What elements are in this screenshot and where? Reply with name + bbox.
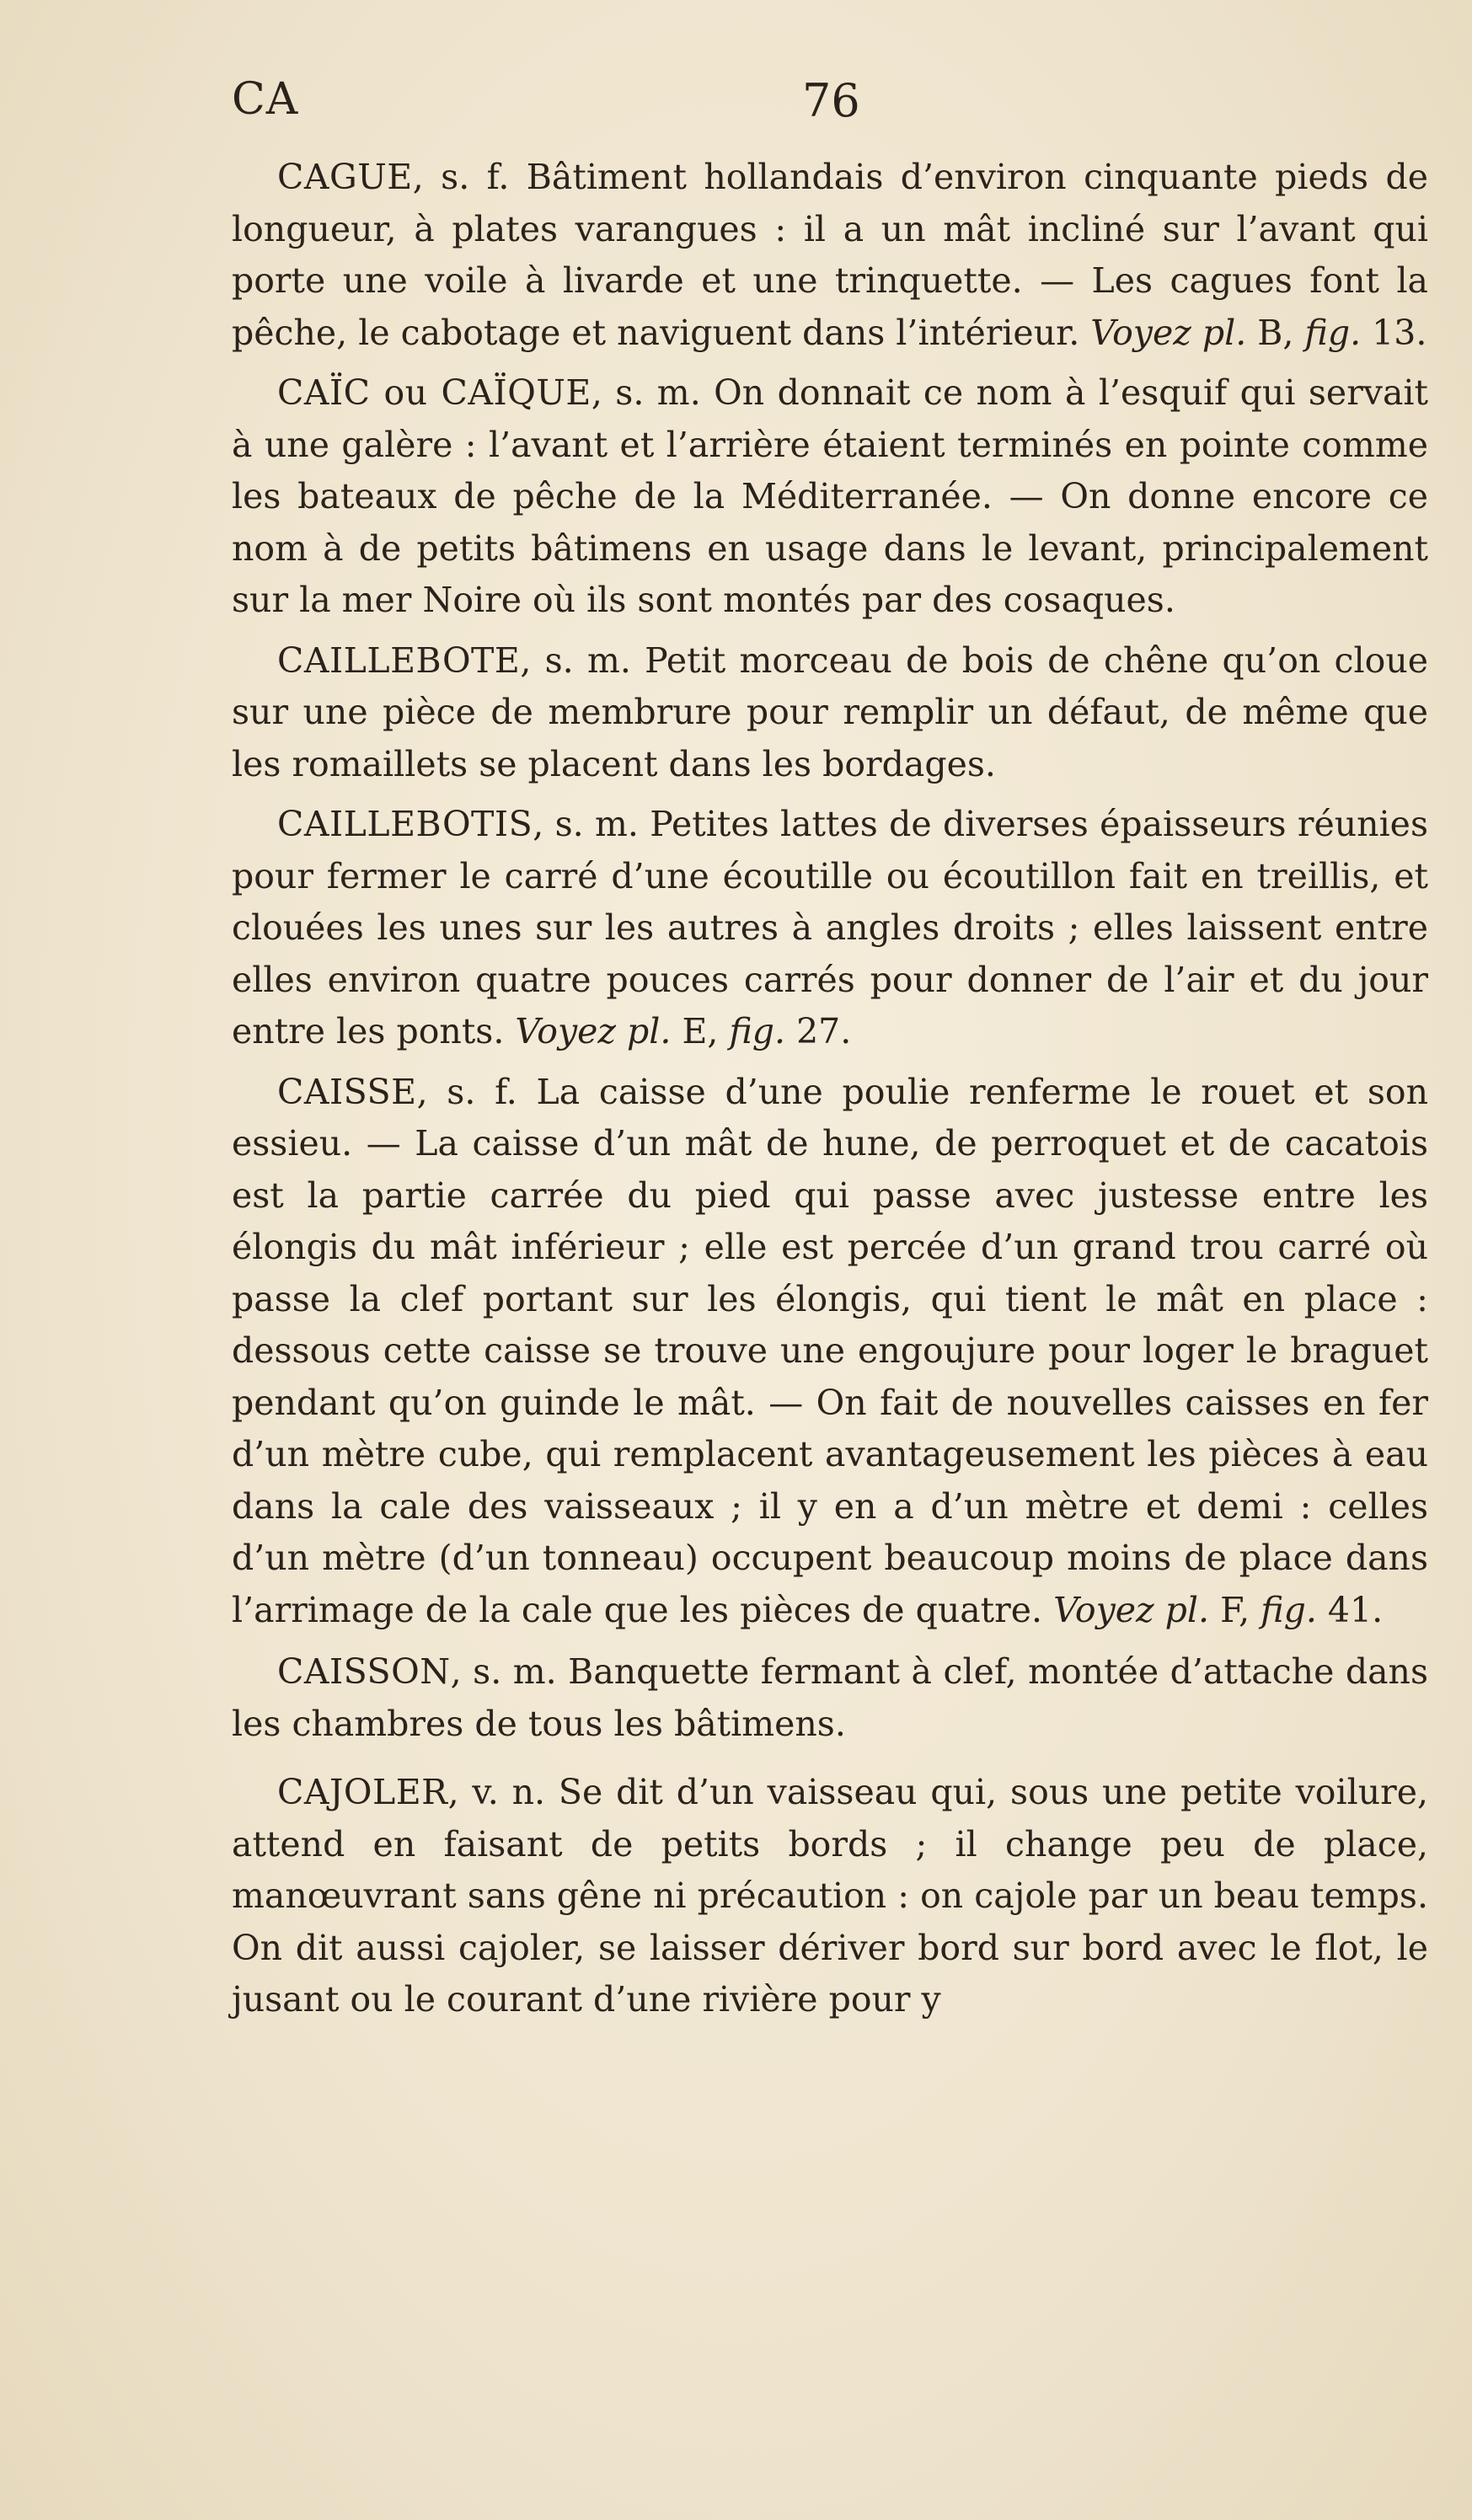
definition: Bâtiment hollandais d’environ cinquante pieds de longueur, à plates varangues : il a un mât incliné sur l’avant qui porte une voile à livarde et une trinquette. — Les cagues font la pêche, le cabotage et naviguent dans l’intérieur. bbox=[232, 157, 1428, 353]
definition: La caisse d’une poulie renferme le rouet et son essieu. — La caisse d’un mât de hune, de perroquet et de cacatois est la partie carrée du pied qui passe avec justesse entre les élongis du mât inférieur ; elle est percée d’un grand trou carré où passe la clef portant sur les élongis, qui tient le mât en place : dessous cette caisse se trouve une engoujure pour loger le braguet pendant qu’on guinde le mât. — On fait de nouvelles caisses en fer d’un mètre cube, qui remplacent avantageusement les pièces à eau dans la cale des vaisseaux ; il y en a d’un mètre et demi : celles d’un mètre (d’un tonneau) occupent beaucoup moins de place dans l’arrimage de la cale que les pièces de quatre. bbox=[232, 1071, 1428, 1630]
page-number: 76 bbox=[802, 74, 860, 127]
headword: CAISSON bbox=[277, 1651, 451, 1692]
figure-number: 27. bbox=[785, 1011, 852, 1051]
part-of-speech: , v. n. bbox=[447, 1772, 546, 1812]
part-of-speech: , s. m. bbox=[533, 804, 639, 844]
entry-cague bbox=[232, 152, 1428, 359]
headword: CAÏC ou CAÏQUE bbox=[277, 372, 591, 413]
plate-letter: F, bbox=[1209, 1589, 1261, 1630]
headword: CAJOLER bbox=[277, 1772, 448, 1812]
part-of-speech: , s. m. bbox=[520, 639, 631, 681]
entry-caillebotis bbox=[232, 799, 1428, 1058]
figure-reference: Voyez pl. bbox=[1090, 312, 1247, 353]
entry-caillebote bbox=[232, 635, 1428, 791]
page-header bbox=[232, 74, 1421, 142]
part-of-speech: , s. m. bbox=[591, 372, 701, 413]
definition: Se dit d’un vaisseau qui, sous une petite voilure, attend en faisant de petits bords ; il change peu de place, manœuvrant sans gêne ni précaution : on cajole par un beau temps. On dit aussi cajoler, se laisser dériver bord sur bord avec le flot, le jusant ou le courant d’une rivière pour y bbox=[232, 1772, 1428, 2020]
headword: CAILLEBOTE bbox=[277, 639, 521, 681]
figure-label: fig. bbox=[1304, 312, 1362, 353]
dictionary-text bbox=[232, 152, 1428, 2035]
part-of-speech: , s. m. bbox=[450, 1651, 557, 1692]
figure-label: fig. bbox=[1261, 1589, 1317, 1630]
figure-number: 13. bbox=[1361, 312, 1427, 353]
entry-caic bbox=[232, 367, 1428, 627]
figure-reference: Voyez pl. bbox=[1053, 1589, 1210, 1630]
plate-letter: B, bbox=[1246, 312, 1305, 353]
definition: Petit morceau de bois de chêne qu’on cloue sur une pièce de membrure pour remplir un défaut, de même que les romaillets se placent dans les bordages. bbox=[232, 639, 1428, 784]
entry-caisse bbox=[232, 1067, 1428, 1637]
running-head: CA bbox=[232, 74, 299, 125]
headword: CAGUE bbox=[277, 157, 413, 197]
figure-number: 41. bbox=[1316, 1589, 1384, 1630]
definition: On donnait ce nom à l’esquif qui servait à une galère : l’avant et l’arrière étaient terminés en pointe comme les bateaux de pêche de la Méditerranée. — On donne encore ce nom à de petits bâtimens en usage dans le levant, principalement sur la mer Noire où ils sont montés par des cosaques. bbox=[232, 372, 1428, 620]
definition: Banquette fermant à clef, montée d’attache dans les chambres de tous les bâtimens. bbox=[232, 1651, 1428, 1744]
part-of-speech: , s. f. bbox=[412, 157, 510, 197]
headword: CAISSE bbox=[277, 1071, 417, 1112]
figure-reference: Voyez pl. bbox=[515, 1011, 672, 1051]
headword: CAILLEBOTIS bbox=[277, 804, 533, 844]
plate-letter: E, bbox=[671, 1011, 730, 1051]
part-of-speech: , s. f. bbox=[416, 1071, 517, 1112]
figure-label: fig. bbox=[729, 1011, 786, 1051]
entry-cajoler bbox=[232, 1767, 1428, 2026]
definition: Petites lattes de diverses épaisseurs réunies pour fermer le carré d’une écoutille ou écoutillon fait en treillis, et clouées les unes sur les autres à angles droits ; elles laissent entre elles environ quatre pouces carrés pour donner de l’air et du jour entre les ponts. bbox=[232, 804, 1428, 1051]
entry-caisson bbox=[232, 1646, 1428, 1750]
